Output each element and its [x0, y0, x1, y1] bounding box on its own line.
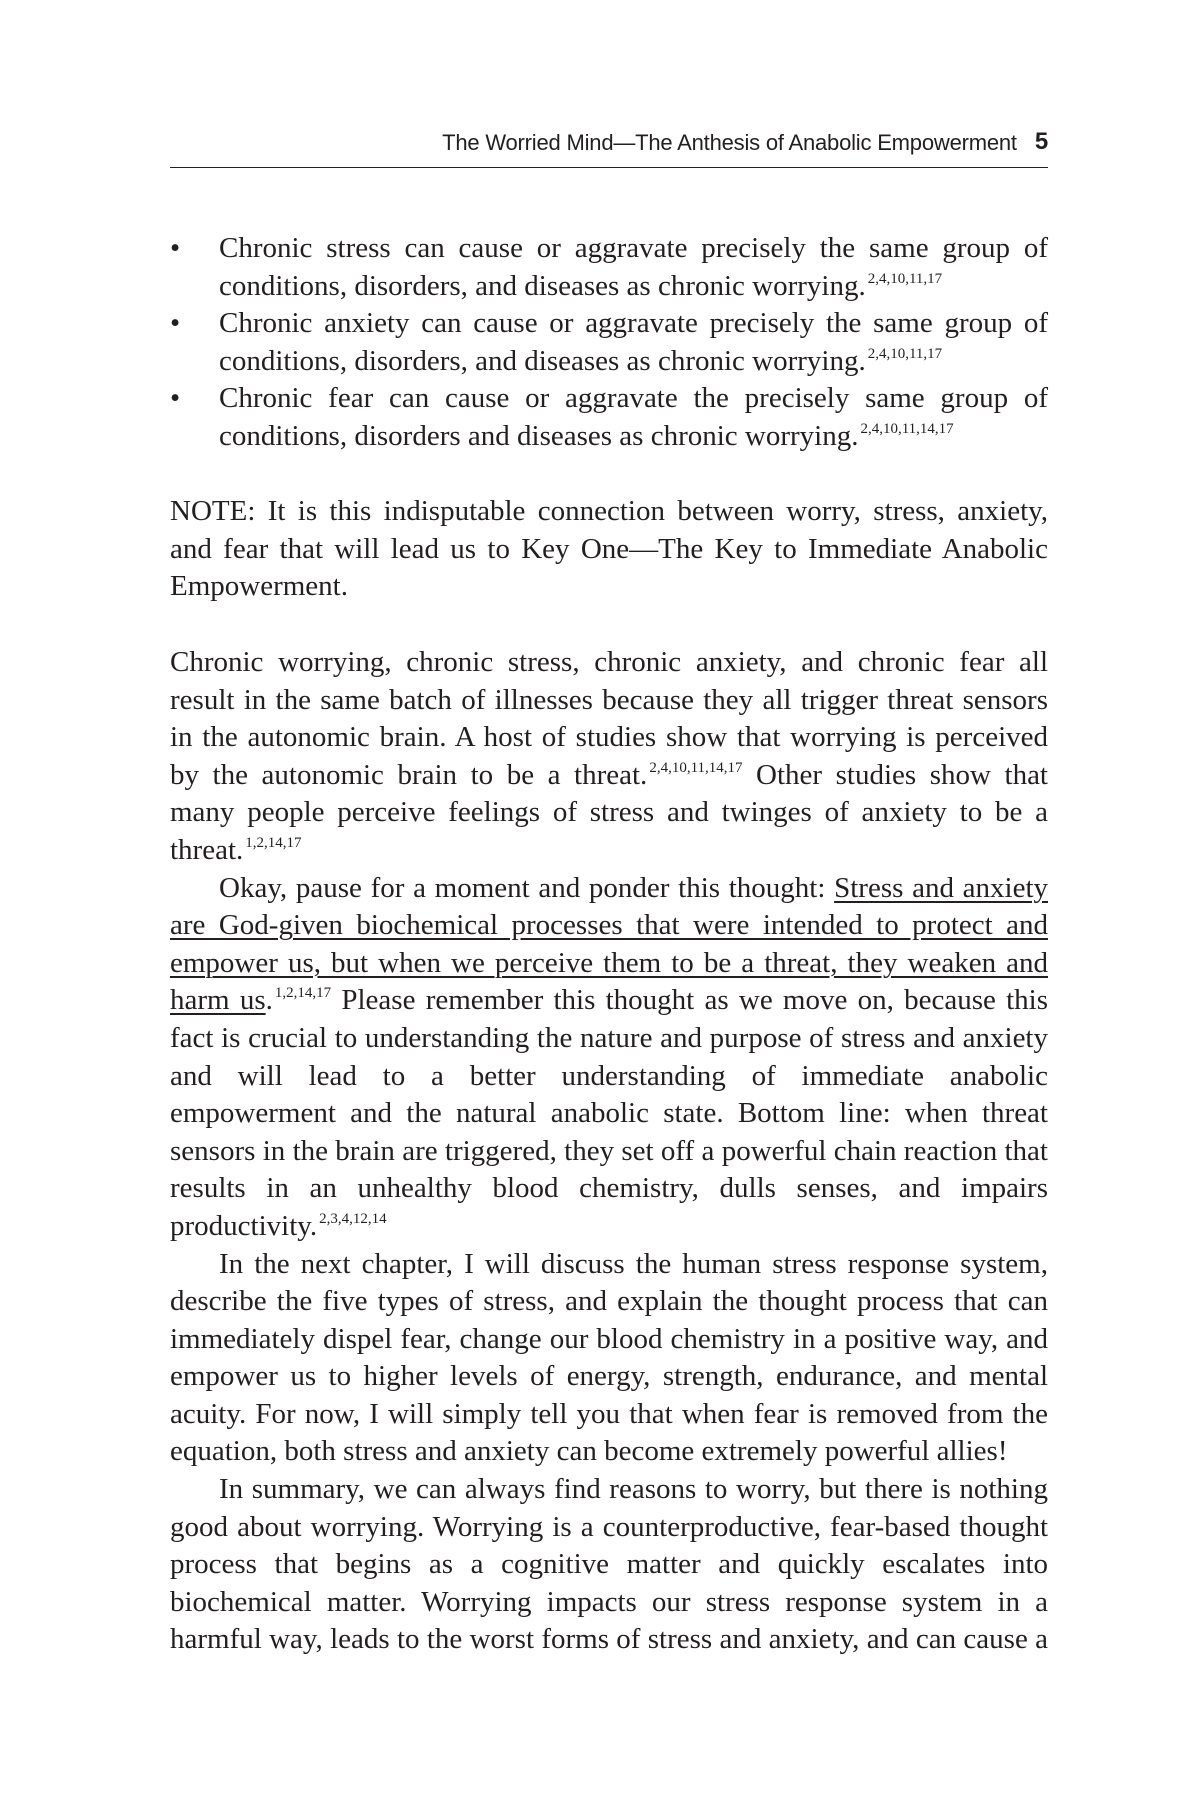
bullet-marker: •: [170, 307, 181, 340]
citation-superscript: 1,2,14,17: [245, 834, 302, 851]
body-paragraph: [170, 870, 1048, 1246]
bullet-text: Chronic stress can cause or aggravate precisely the same group of conditions, disorders, and diseases as chronic worrying.: [219, 232, 1048, 302]
body-paragraph: In summary, we can always find reasons to worry, but there is nothing good about worrying. Worrying is a counterproductive, fear-based thought process that begins as a cognitive matter and quickly escalates into biochemical matter. Worrying impacts our stress response system in a harmful way, leads to the worst forms of stress and anxiety, and can cause a: [170, 1473, 1048, 1656]
citation-superscript: 1,2,14,17: [274, 985, 332, 1002]
paragraph-text: Other studies show that many people perceive feelings of stress and twinges of anxiety to be a threat.: [170, 758, 1048, 866]
page-number: 5: [1034, 128, 1048, 155]
bullet-item: [170, 380, 1048, 455]
bullet-item: [170, 230, 1048, 305]
bullet-list: [170, 230, 1048, 456]
body-paragraph: [170, 644, 1048, 870]
citation-superscript: 2,4,10,11,14,17: [860, 420, 954, 437]
bullet-text: Chronic anxiety can cause or aggravate precisely the same group of conditions, disorders, and diseases as chronic worrying.: [219, 307, 1048, 377]
paragraph-text: Okay, pause for a moment and ponder this thought:: [219, 871, 835, 904]
paragraph-text: Chronic worrying, chronic stress, chronic anxiety, and chronic fear all result in the same batch of illnesses because they all trigger threat sensors in the autonomic brain. A host of studies show that worrying is perceived by the autonomic brain to be a threat.: [170, 646, 1048, 791]
paragraph-text: Please remember this thought as we move on, because this fact is crucial to understanding the nature and purpose of stress and anxiety and will lead to a better understanding of immediate anabolic empowerment and the natural anabolic state. Bottom line: when threat sensors in the brain are triggered, they set off a powerful chain reaction that results in an unhealthy blood chemistry, dulls senses, and impairs productivity.: [170, 984, 1049, 1242]
bullet-item: [170, 305, 1048, 380]
bullet-text: Chronic fear can cause or aggravate the precisely same group of conditions, disorders and diseases as chronic worrying.: [219, 382, 1048, 452]
paragraph-text: .: [265, 984, 273, 1017]
running-header: [170, 128, 1048, 168]
body-paragraph: In the next chapter, I will discuss the human stress response system, describe the five types of stress, and explain the thought process that can immediately dispel fear, change our blood chemistry in a positive way, and empower us to higher levels of energy, strength, endurance, and mental acuity. For now, I will simply tell you that when fear is removed from the equation, both stress and anxiety can become extremely powerful allies!: [170, 1247, 1048, 1468]
bullet-marker: •: [170, 382, 181, 415]
body-text: [170, 644, 1048, 1659]
running-title: The Worried Mind—The Anthesis of Anabolic Empowerment: [442, 130, 1017, 155]
underlined-key-thought: Stress and anxiety are God-given biochemical processes that were intended to protect and empower us, but when we perceive them to be a threat, they weaken and harm us: [170, 871, 1048, 1017]
note-paragraph: NOTE: It is this indisputable connection between worry, stress, anxiety, and fear that will lead us to Key One—The Key to Immediate Anabolic Empowerment.: [170, 495, 1048, 603]
bullet-marker: •: [170, 232, 181, 264]
citation-superscript: 2,4,10,11,14,17: [649, 759, 743, 776]
citation-superscript: 2,4,10,11,17: [867, 270, 943, 287]
citation-superscript: 2,4,10,11,17: [867, 345, 943, 362]
citation-superscript: 2,3,4,12,14: [319, 1210, 387, 1227]
